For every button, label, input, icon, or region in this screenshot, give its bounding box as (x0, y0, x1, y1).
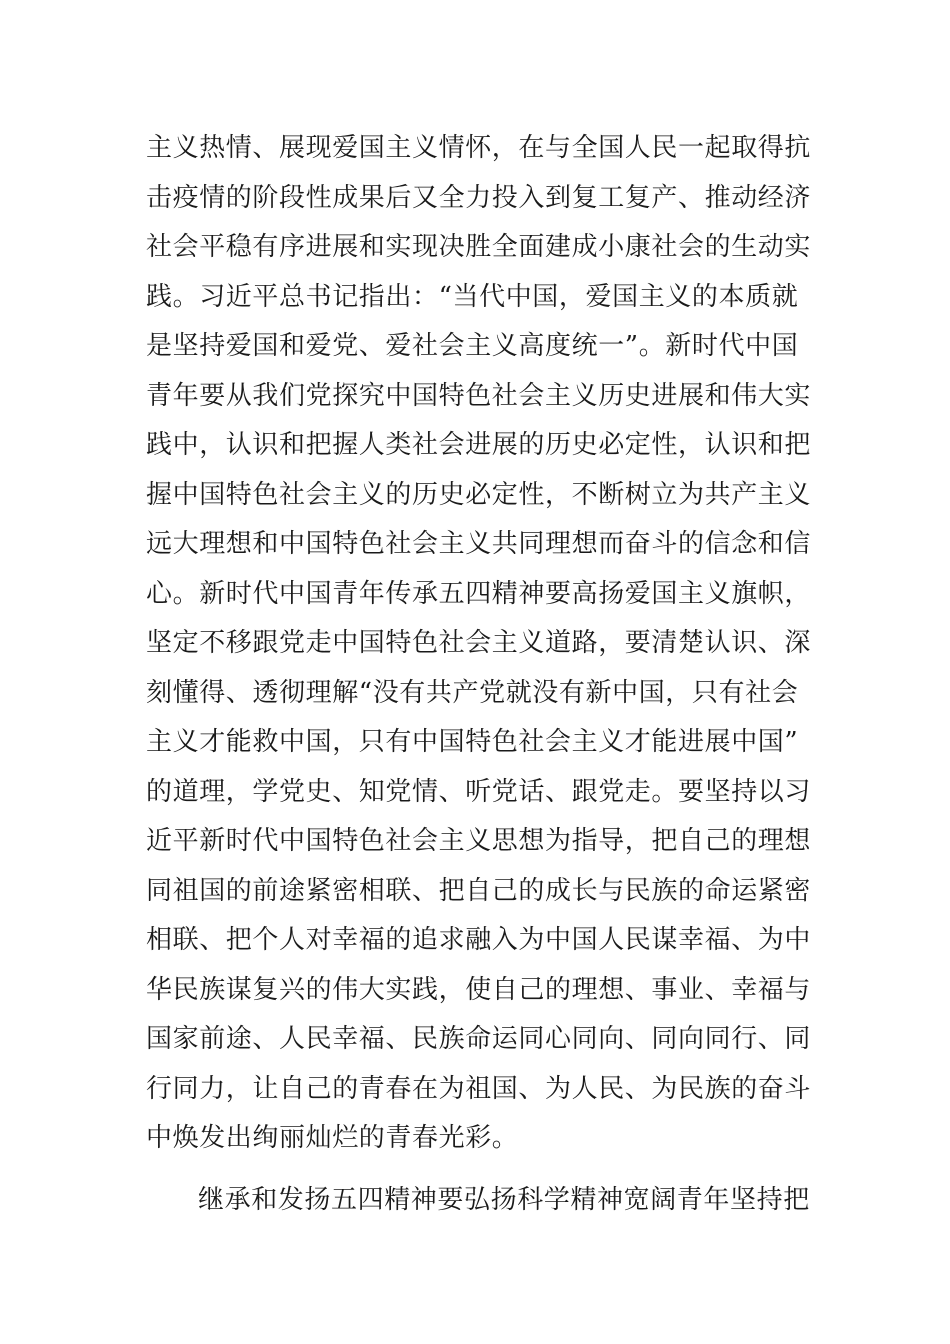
paragraph-2 (146, 1176, 810, 1226)
text-line: 社会平稳有序进展和实现决胜全面建成小康社会的生动实 (146, 232, 812, 262)
text-line: 同祖国的前途紧密相联、把自己的成长与民族的命运紧密 (146, 875, 812, 906)
text-line: 中焕发出绚丽灿烂的青春光彩。 (146, 1123, 519, 1153)
text-line: 青年要从我们党探究中国特色社会主义历史进展和伟大实 (146, 380, 812, 411)
text-line: 主义热情、展现爱国主义情怀，在与全国人民一起取得抗 (146, 133, 812, 163)
text-line: 心。新时代中国青年传承五四精神要高扬爱国主义旗帜， (146, 578, 812, 609)
text-line: 践。习近平总书记指出：“当代中国，爱国主义的本质就 (146, 281, 799, 312)
text-line: 坚定不移跟党走中国特色社会主义道路，要清楚认识、深 (146, 628, 812, 658)
text-line: 行同力，让自己的青春在为祖国、为人民、为民族的奋斗 (146, 1073, 812, 1104)
text-line: 华民族谋复兴的伟大实践，使自己的理想、事业、幸福与 (146, 974, 812, 1005)
paragraph-1 (146, 124, 812, 1164)
text-line: 国家前途、人民幸福、民族命运同心同向、同向同行、同 (146, 1024, 812, 1054)
text-line: 相联、把个人对幸福的追求融入为中国人民谋幸福、为中 (146, 925, 812, 955)
text-line: 是坚持爱国和爱党、爱社会主义高度统一”。新时代中国 (146, 331, 799, 361)
text-line: 践中，认识和把握人类社会进展的历史必定性，认识和把 (146, 430, 812, 460)
text-line: 击疫情的阶段性成果后又全力投入到复工复产、推动经济 (146, 182, 812, 213)
text-line: 主义才能救中国，只有中国特色社会主义才能进展中国” (146, 727, 799, 757)
text-line: 远大理想和中国特色社会主义共同理想而奋斗的信念和信 (146, 529, 812, 559)
text-line: 刻懂得、透彻理解“没有共产党就没有新中国，只有社会 (146, 677, 799, 708)
text-line: 的道理，学党史、知党情、听党话、跟党走。要坚持以习 (146, 776, 812, 807)
text-line: 继承和发扬五四精神要弘扬科学精神宽阔青年坚持把 (198, 1184, 810, 1215)
text-line: 握中国特色社会主义的历史必定性，不断树立为共产主义 (146, 479, 812, 510)
text-line: 近平新时代中国特色社会主义思想为指导，把自己的理想 (146, 826, 812, 856)
body-text (146, 124, 812, 1225)
